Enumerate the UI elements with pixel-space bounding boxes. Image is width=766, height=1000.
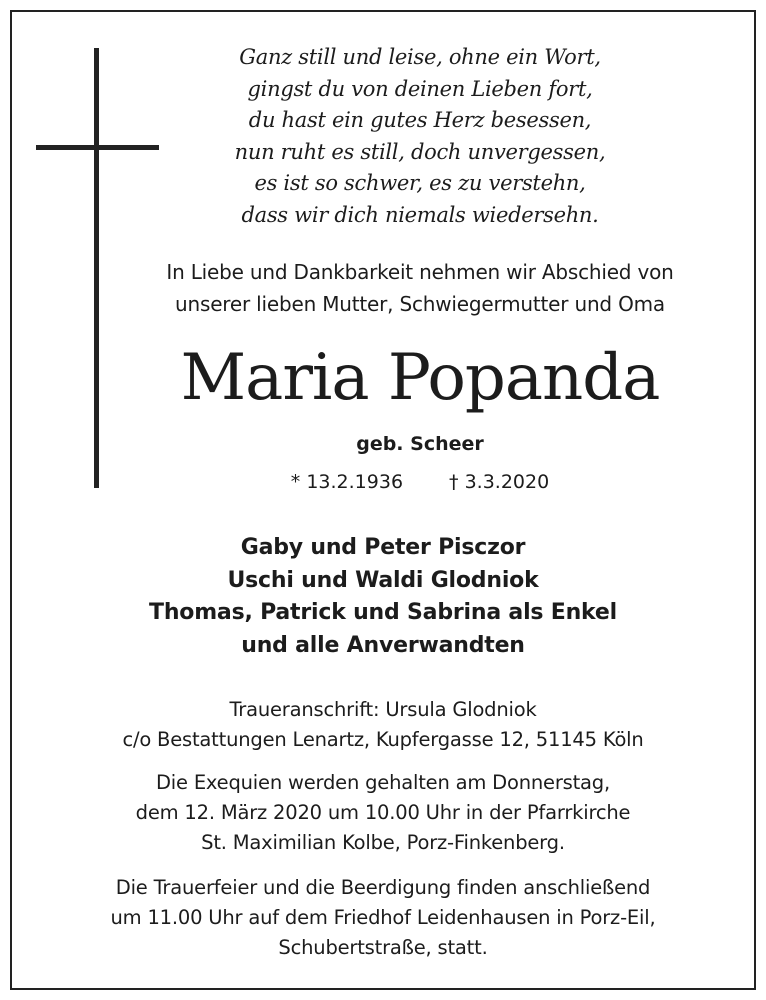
poem-line: dass wir dich niemals wiedersehn. [241,202,599,227]
birth-date: * 13.2.1936 [290,471,404,493]
exequien-line: Die Exequien werden gehalten am Donnerstag, [155,771,610,794]
address-line: Traueranschrift: Ursula Glodniok [229,698,537,721]
intro-line: unserer lieben Mutter, Schwiegermutter und Oma [175,292,665,316]
poem-line: Ganz still und leise, ohne ein Wort, [239,45,601,69]
death-date: † 3.3.2020 [449,471,550,493]
cross-icon-vertical-bar [94,48,99,488]
memorial-poem [120,42,720,231]
mourning-address [20,695,746,755]
mourner-line: Gaby und Peter Pisczor [240,535,526,560]
mourner-line: Thomas, Patrick und Sabrina als Enkel [149,600,617,625]
burial-line: um 11.00 Uhr auf dem Friedhof Leidenhausen in Porz-Eil, [110,906,656,929]
poem-line: du hast ein gutes Herz besessen, [248,108,592,132]
exequien-info [20,768,746,858]
exequien-line: St. Maximilian Kolbe, Porz-Finkenberg. [201,831,565,854]
mourner-line: und alle Anverwandten [241,632,525,658]
deceased-name: Maria Popanda [180,341,660,415]
poem-line: nun ruht es still, doch unvergessen, [234,139,606,164]
maiden-name: geb. Scheer [356,433,484,455]
mourner-line: Uschi und Waldi Glodniok [227,567,539,593]
farewell-intro [120,256,720,320]
burial-line: Schubertstraße, statt. [278,936,488,959]
mourners-list [20,532,746,662]
poem-line: es ist so schwer, es zu verstehn, [254,171,586,195]
intro-line: In Liebe und Dankbarkeit nehmen wir Abschied von [166,260,674,284]
life-dates [120,468,720,496]
burial-info [20,873,746,963]
poem-line: gingst du von deinen Lieben fort, [247,76,593,101]
exequien-line: dem 12. März 2020 um 10.00 Uhr in der Pfarrkirche [135,801,631,824]
burial-line: Die Trauerfeier und die Beerdigung finden anschließend [115,876,651,899]
address-line: c/o Bestattungen Lenartz, Kupfergasse 12, 51145 Köln [122,728,644,751]
